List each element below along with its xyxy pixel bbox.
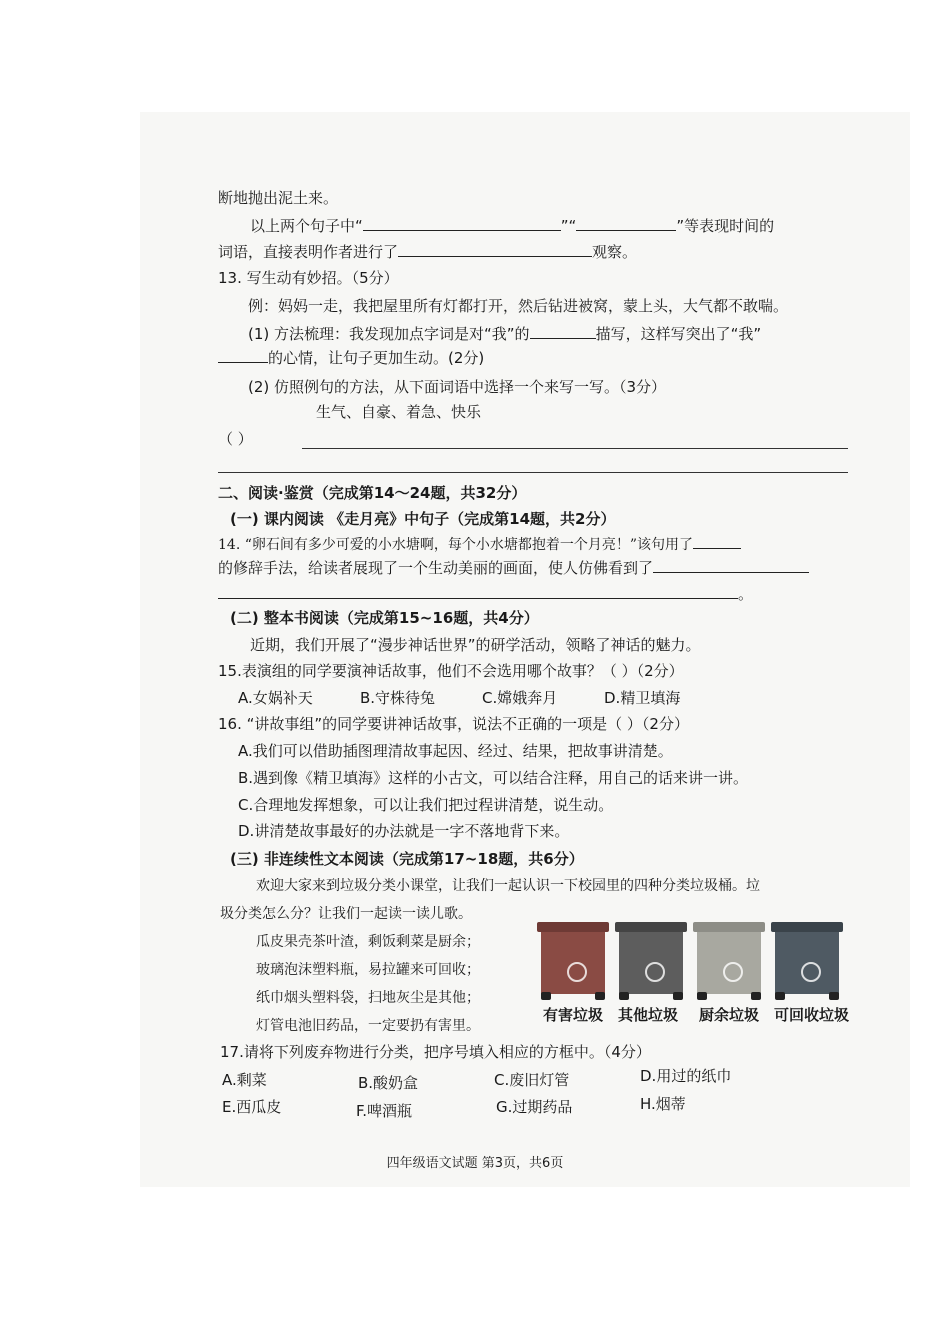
bin-lid	[537, 922, 609, 932]
q14-line-3	[218, 584, 753, 604]
q13-chosen-word-paren[interactable]: （ ）	[218, 430, 253, 448]
bin-body	[697, 932, 761, 994]
subsection-1-heading: (一) 课内阅读 《走月亮》中句子（完成第14题，共2分）	[230, 510, 616, 528]
bin-label-hazardous: 有害垃圾	[543, 1006, 604, 1024]
page-footer: 四年级语文试题 第3页，共6页	[386, 1156, 564, 1171]
blank-description-type[interactable]	[530, 324, 596, 339]
q17-item-c[interactable]: C.废旧灯管	[494, 1071, 570, 1089]
recycle-icon	[801, 962, 821, 982]
q17-item-b[interactable]: B.酸奶盒	[358, 1074, 419, 1092]
text-line-3a: 词语，直接表明作者进行了	[218, 243, 399, 261]
q17-item-f[interactable]: F.啤酒瓶	[356, 1102, 412, 1120]
poem-line-4: 灯管电池旧药品，一定要扔有害里。	[256, 1018, 480, 1034]
blank-observation[interactable]	[398, 242, 592, 257]
q14-text-b: 的修辞手法，给读者展现了一个生动美丽的画面，使人仿佛看到了	[218, 559, 654, 577]
bin-hazardous	[537, 922, 609, 1000]
q13-part1-cont	[218, 348, 484, 368]
kitchen-waste-icon	[723, 962, 743, 982]
text-line-3b: 观察。	[592, 243, 638, 261]
q15-option-d[interactable]: D.精卫填海	[604, 689, 681, 707]
answer-line-1[interactable]	[302, 448, 848, 449]
q15-option-a[interactable]: A.女娲补天	[238, 689, 313, 707]
bin-recyclable	[771, 922, 843, 1000]
q14-line-2	[218, 558, 809, 578]
text-line-3	[218, 242, 637, 262]
poem-line-1: 瓜皮果壳茶叶渣，剩饭剩菜是厨余；	[256, 934, 480, 950]
q16-option-b[interactable]: B.遇到像《精卫填海》这样的小古文，可以结合注释，用自己的话来讲一讲。	[238, 769, 749, 787]
q14-period: 。	[738, 585, 754, 603]
bin-lid	[615, 922, 687, 932]
other-waste-icon	[645, 962, 665, 982]
text-line-2b: ”“	[560, 217, 577, 235]
bin-body	[775, 932, 839, 994]
q13-part1c: 的心情，让句子更加生动。(2分)	[268, 349, 485, 367]
passage-3-line-2: 圾分类怎么分？让我们一起读一读儿歌。	[220, 906, 472, 922]
q17-item-d[interactable]: D.用过的纸巾	[640, 1067, 732, 1085]
hazard-icon	[567, 962, 587, 982]
blank-scene-2[interactable]	[218, 584, 738, 599]
q14-text-a: 14. “卵石间有多少可爱的小水塘啊，每个小水塘都抱着一个月亮！”该句用了	[218, 537, 694, 553]
bin-other	[615, 922, 687, 1000]
question-16: 16. “讲故事组”的同学要讲神话故事，说法不正确的一项是（ ）（2分）	[218, 715, 689, 733]
q13-part1	[248, 324, 761, 344]
blank-time-word-2[interactable]	[576, 216, 676, 231]
question-15: 15.表演组的同学要演神话故事，他们不会选用哪个故事？（ ）（2分）	[218, 662, 684, 680]
blank-rhetoric[interactable]	[693, 534, 741, 549]
bin-label-kitchen: 厨余垃圾	[699, 1006, 760, 1024]
wheel-icon	[619, 992, 629, 1000]
bin-label-recyclable: 可回收垃圾	[774, 1006, 850, 1024]
bin-lid	[771, 922, 843, 932]
answer-line-2[interactable]	[218, 472, 848, 473]
text-line-2	[250, 216, 774, 236]
q17-item-a[interactable]: A.剩菜	[222, 1071, 267, 1089]
q15-option-b[interactable]: B.守株待兔	[360, 689, 436, 707]
blank-scene-1[interactable]	[653, 558, 809, 573]
q15-option-c[interactable]: C.嫦娥奔月	[482, 689, 558, 707]
q17-item-e[interactable]: E.西瓜皮	[222, 1098, 282, 1116]
bin-label-other: 其他垃圾	[618, 1006, 679, 1024]
question-14	[218, 534, 741, 555]
passage-3-line-1: 欢迎大家来到垃圾分类小课堂，让我们一起认识一下校园里的四种分类垃圾桶。垃	[256, 878, 760, 894]
text-line-2c: ”等表现时间的	[676, 217, 775, 235]
wheel-icon	[751, 992, 761, 1000]
q17-item-h[interactable]: H.烟蒂	[640, 1095, 686, 1113]
text-line-1: 断地抛出泥土来。	[218, 189, 339, 207]
bin-body	[541, 932, 605, 994]
wheel-icon	[595, 992, 605, 1000]
bin-lid	[693, 922, 765, 932]
wheel-icon	[697, 992, 707, 1000]
section-2-heading: 二、阅读·鉴赏（完成第14～24题，共32分）	[218, 484, 527, 502]
bin-kitchen	[693, 922, 765, 1000]
bin-body	[619, 932, 683, 994]
q13-word-list: 生气、自豪、着急、快乐	[316, 403, 482, 421]
blank-mood[interactable]	[218, 348, 268, 363]
question-17: 17.请将下列废弃物进行分类，把序号填入相应的方框中。（4分）	[220, 1043, 651, 1061]
poem-line-2: 玻璃泡沫塑料瓶，易拉罐来可回收；	[256, 962, 480, 978]
q16-option-c[interactable]: C.合理地发挥想象，可以让我们把过程讲清楚，说生动。	[238, 796, 614, 814]
text-line-2a: 以上两个句子中“	[250, 217, 363, 235]
q13-part1b: 描写，这样写突出了“我”	[595, 325, 762, 343]
wheel-icon	[775, 992, 785, 1000]
poem-line-3: 纸巾烟头塑料袋，扫地灰尘是其他；	[256, 990, 480, 1006]
q17-item-g[interactable]: G.过期药品	[496, 1098, 573, 1116]
q16-option-d[interactable]: D.讲清楚故事最好的办法就是一字不落地背下来。	[238, 822, 570, 840]
subsection-2-heading: (二) 整本书阅读（完成第15~16题，共4分）	[230, 609, 539, 627]
wheel-icon	[673, 992, 683, 1000]
blank-time-word-1[interactable]	[363, 216, 561, 231]
wheel-icon	[541, 992, 551, 1000]
q13-part2: (2) 仿照例句的方法，从下面词语中选择一个来写一写。（3分）	[248, 378, 667, 396]
q13-part1a: (1) 方法梳理：我发现加点字词是对“我”的	[248, 325, 530, 343]
wheel-icon	[829, 992, 839, 1000]
subsection-3-heading: (三) 非连续性文本阅读（完成第17~18题，共6分）	[230, 850, 584, 868]
question-13: 13. 写生动有妙招。（5分）	[218, 269, 399, 287]
q16-option-a[interactable]: A.我们可以借助插图理清故事起因、经过、结果，把故事讲清楚。	[238, 742, 673, 760]
intro-2: 近期，我们开展了“漫步神话世界”的研学活动，领略了神话的魅力。	[250, 636, 701, 654]
q13-example: 例：妈妈一走，我把屋里所有灯都打开，然后钻进被窝，蒙上头，大气都不敢喘。	[248, 297, 789, 315]
